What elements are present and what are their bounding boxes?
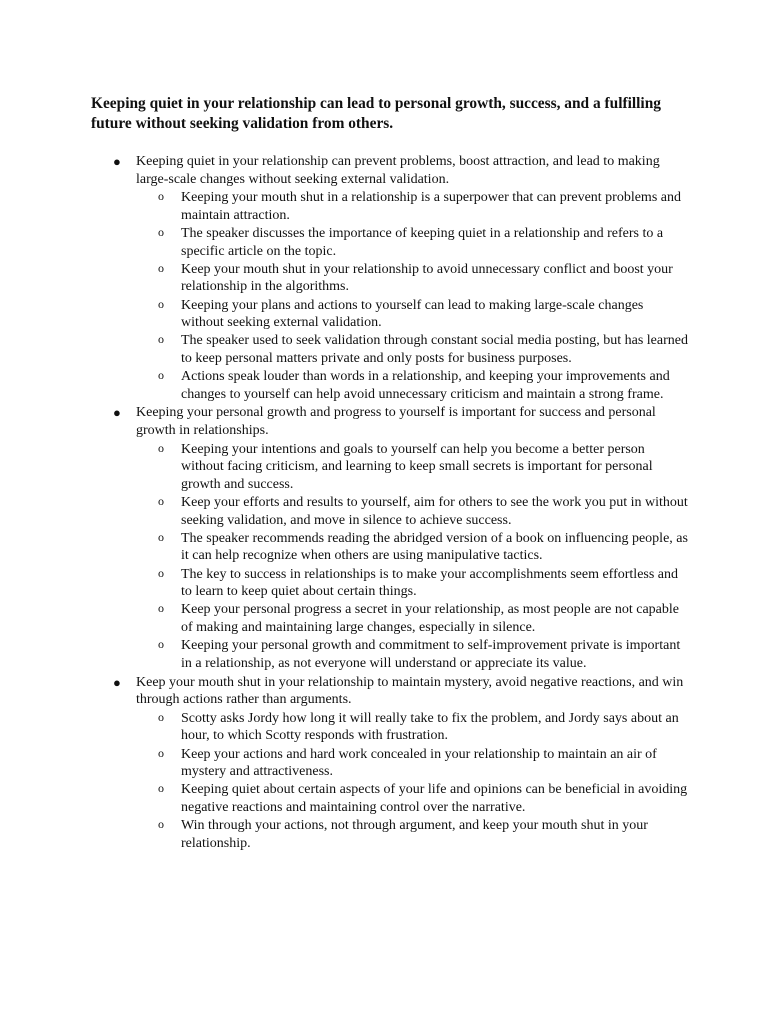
sub-bullet-text: Keeping your intentions and goals to yourself can help you become a better person without facing criticism, and learning to keep small secrets is important for personal growth and success. [181,441,653,492]
sub-bullet-text: Keeping your personal growth and commitment to self-improvement private is important in a relationship, as not everyone will understand or appreciate its value. [181,638,681,671]
hollow-bullet-icon: o [158,440,164,455]
sub-bullet-text: Keep your efforts and results to yourself, aim for others to see the work you put in without seeking validation, and move in silence to achieve success. [181,495,688,528]
hollow-bullet-icon: o [158,260,164,275]
sub-bullet-text: Keeping quiet about certain aspects of your life and opinions can be beneficial in avoiding negative reactions and maintaining control over the narrative. [181,782,688,815]
main-bullet-text: Keeping your personal growth and progress to yourself is important for success and personal growth in relationships. [136,405,656,439]
sub-bullet-text: Keep your personal progress a secret in your relationship, as most people are not capable of making and maintaining large changes, especially in silence. [181,602,679,635]
sub-bullet-item [158,565,688,601]
sub-bullet-text: Keeping your plans and actions to yourself can lead to making large-scale changes without seeking external validation. [181,297,644,331]
sub-bullet-text: The speaker used to seek validation through constant social media posting, but has learned to keep personal matters private and only posts for business purposes. [181,333,688,366]
sub-bullet-item [158,440,688,494]
filled-bullet-icon: ● [113,154,121,169]
hollow-bullet-icon: o [158,817,164,832]
sub-bullet-text: Keep your actions and hard work concealed in your relationship to maintain an air of mystery and attractiveness. [181,746,657,780]
sub-bullet-item [158,260,688,296]
filled-bullet-icon: ● [113,674,121,690]
sub-bullet-list [136,710,688,853]
sub-bullet-list [136,189,688,403]
sub-bullet-item [158,368,688,403]
hollow-bullet-icon: o [158,332,164,347]
sub-bullet-item [158,332,688,367]
hollow-bullet-icon: o [158,494,164,509]
sub-bullet-text: Win through your actions, not through argument, and keep your mouth shut in your relationship. [181,818,648,851]
sub-bullet-text: The speaker recommends reading the abridged version of a book on influencing people, as it can help recognize when others are using manipulative tactics. [181,530,688,564]
hollow-bullet-icon: o [158,601,164,616]
hollow-bullet-icon: o [158,189,164,204]
sub-bullet-item [158,745,688,781]
hollow-bullet-icon: o [158,637,164,652]
main-bullet-text: Keep your mouth shut in your relationship to maintain mystery, avoid negative reactions, and win through actions rather than arguments. [136,674,684,708]
main-bullet-text: Keeping quiet in your relationship can prevent problems, boost attraction, and lead to making large-scale changes without seeking external validation. [136,154,660,187]
hollow-bullet-icon: o [158,529,164,544]
hollow-bullet-icon: o [158,296,164,311]
sub-bullet-item [158,189,688,224]
sub-bullet-item [158,817,688,852]
sub-bullet-text: The speaker discusses the importance of keeping quiet in a relationship and refers to a specific article on the topic. [181,225,664,259]
main-bullet-list [91,153,688,852]
sub-bullet-item [158,709,688,745]
sub-bullet-text: Keeping your mouth shut in a relationship is a superpower that can prevent problems and maintain attraction. [181,190,681,223]
sub-bullet-item [158,296,688,332]
hollow-bullet-icon: o [158,745,164,760]
main-bullet-item [113,404,688,672]
sub-bullet-text: The key to success in relationships is to make your accomplishments seem effortless and to learn to keep quiet about certain things. [181,566,679,600]
main-bullet-item [113,674,688,853]
sub-bullet-list [136,441,688,673]
sub-bullet-text: Keep your mouth shut in your relationship to avoid unnecessary conflict and boost your relationship in the algorithms. [181,261,673,295]
sub-bullet-item [158,637,688,672]
sub-bullet-item [158,781,688,816]
sub-bullet-item [158,529,688,565]
filled-bullet-icon: ● [113,405,121,421]
hollow-bullet-icon: o [158,224,164,239]
hollow-bullet-icon: o [158,781,164,796]
main-bullet-item [113,153,688,403]
hollow-bullet-icon: o [158,565,164,580]
sub-bullet-item [158,224,688,260]
sub-bullet-text: Actions speak louder than words in a relationship, and keeping your improvements and changes to yourself can help avoid unnecessary criticism and maintain a strong frame. [181,369,670,402]
document-title: Keeping quiet in your relationship can lead to personal growth, success, and a fulfilling future without seeking validation from others. [91,95,661,132]
sub-bullet-item [158,601,688,636]
hollow-bullet-icon: o [158,368,164,383]
sub-bullet-item [158,494,688,529]
hollow-bullet-icon: o [158,709,164,724]
sub-bullet-text: Scotty asks Jordy how long it will really take to fix the problem, and Jordy says about an hour, to which Scotty responds with frustration. [181,710,679,744]
